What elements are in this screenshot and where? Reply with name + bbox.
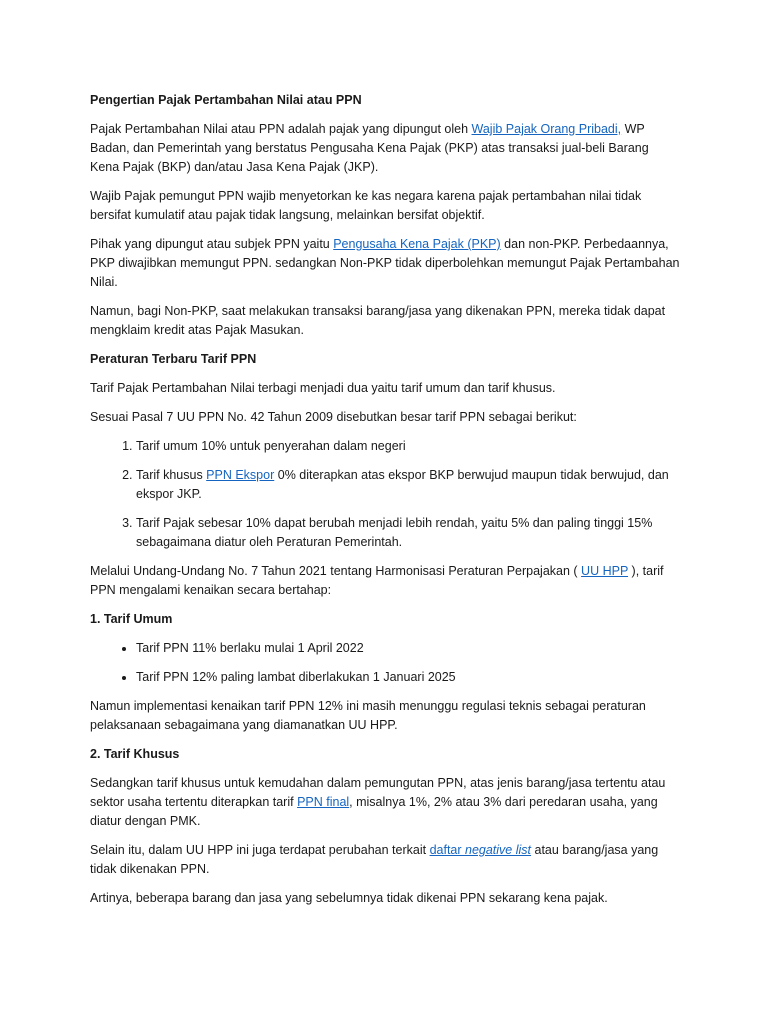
page-title: Pengertian Pajak Pertambahan Nilai atau PPN — [90, 93, 362, 107]
paragraph-uu-hpp — [90, 562, 680, 600]
heading-tarif-khusus: 2. Tarif Khusus — [90, 747, 180, 761]
link-text-italic: negative list — [465, 843, 532, 857]
paragraph-obligation: Wajib Pajak pemungut PPN wajib menyetorkan ke kas negara karena pajak pertambahan nilai tidak bersifat kumulatif atau pajak tidak langsung, melainkan bersifat objektif. — [90, 189, 642, 222]
list-item: • Tarif PPN 12% paling lambat diberlakukan 1 Januari 2025 — [136, 668, 680, 687]
list-item: 1. Tarif umum 10% untuk penyerahan dalam negeri — [136, 437, 680, 456]
paragraph-implementation: Namun implementasi kenaikan tarif PPN 12% ini masih menunggu regulasi teknis sebagai peraturan pelaksanaan sebagaimana yang diamanatkan UU HPP. — [90, 699, 646, 732]
paragraph-definition — [90, 120, 680, 177]
text-span: Tarif khusus — [136, 468, 207, 482]
list-item — [136, 466, 680, 504]
link-daftar-negative-list[interactable] — [430, 843, 531, 857]
text-span: Sedangkan tarif khusus untuk kemudahan dalam pemungutan PPN, atas jenis barang/jasa tertentu atau sektor usaha tertentu diterapkan tarif — [90, 776, 666, 809]
paragraph-non-pkp: Namun, bagi Non-PKP, saat melakukan transaksi barang/jasa yang dikenakan PPN, mereka tidak dapat mengklaim kredit atas Pajak Masukan. — [90, 304, 666, 337]
paragraph-conclusion: Artinya, beberapa barang dan jasa yang sebelumnya tidak dikenai PPN sekarang kena pajak. — [90, 891, 608, 905]
list-item: • Tarif PPN 11% berlaku mulai 1 April 2022 — [136, 639, 680, 658]
tarif-ordered-list — [90, 437, 680, 552]
text-span: , misalnya 1%, 2% atau 3% dari peredaran usaha, yang diatur dengan PMK. — [90, 795, 658, 828]
text-span: Selain itu, dalam UU HPP ini juga terdapat perubahan terkait — [90, 843, 430, 857]
paragraph-subject — [90, 235, 680, 292]
text-span: Pajak Pertambahan Nilai atau PPN adalah pajak yang dipungut oleh — [90, 122, 472, 136]
tarif-umum-bullet-list — [90, 639, 680, 687]
paragraph-pasal-7: Sesuai Pasal 7 UU PPN No. 42 Tahun 2009 disebutkan besar tarif PPN sebagai berikut: — [90, 410, 577, 424]
list-item: 3. Tarif Pajak sebesar 10% dapat berubah menjadi lebih rendah, yaitu 5% dan paling tinggi 15% sebagaimana diatur oleh Peraturan Pemerintah. — [136, 514, 680, 552]
paragraph-negative-list — [90, 841, 680, 879]
document-page — [90, 91, 680, 918]
link-pengusaha-kena-pajak[interactable]: Pengusaha Kena Pajak (PKP) — [333, 237, 501, 251]
link-ppn-ekspor[interactable]: PPN Ekspor — [206, 468, 275, 482]
text-span: WP Badan, dan Pemerintah yang berstatus Pengusaha Kena Pajak (PKP) atas transaksi jual-beli Barang Kena Pajak (BKP) dan/atau Jasa Kena Pajak (JKP). — [90, 122, 649, 174]
paragraph-tarif-split: Tarif Pajak Pertambahan Nilai terbagi menjadi dua yaitu tarif umum dan tarif khusus. — [90, 381, 556, 395]
text-span: ), tarif PPN mengalami kenaikan secara bertahap: — [90, 564, 664, 597]
paragraph-tarif-khusus — [90, 774, 680, 831]
link-text: daftar — [429, 843, 465, 857]
heading-peraturan-terbaru: Peraturan Terbaru Tarif PPN — [90, 352, 257, 366]
link-uu-hpp[interactable]: UU HPP — [581, 564, 629, 578]
text-span: Pihak yang dipungut atau subjek PPN yaitu — [90, 237, 334, 251]
link-ppn-final[interactable]: PPN final — [297, 795, 350, 809]
text-span: 0% diterapkan atas ekspor BKP berwujud maupun tidak berwujud, dan ekspor JKP. — [136, 468, 669, 501]
link-wajib-pajak-orang-pribadi[interactable]: Wajib Pajak Orang Pribadi, — [471, 122, 622, 136]
text-span: dan non-PKP. Perbedaannya, PKP diwajibkan memungut PPN. sedangkan Non-PKP tidak diperbolehkan memungut Pajak Pertambahan Nilai. — [90, 237, 680, 289]
text-span: atau barang/jasa yang tidak dikenakan PPN. — [90, 843, 659, 876]
text-span: Melalui Undang-Undang No. 7 Tahun 2021 tentang Harmonisasi Peraturan Perpajakan ( — [90, 564, 582, 578]
heading-tarif-umum: 1. Tarif Umum — [90, 612, 173, 626]
